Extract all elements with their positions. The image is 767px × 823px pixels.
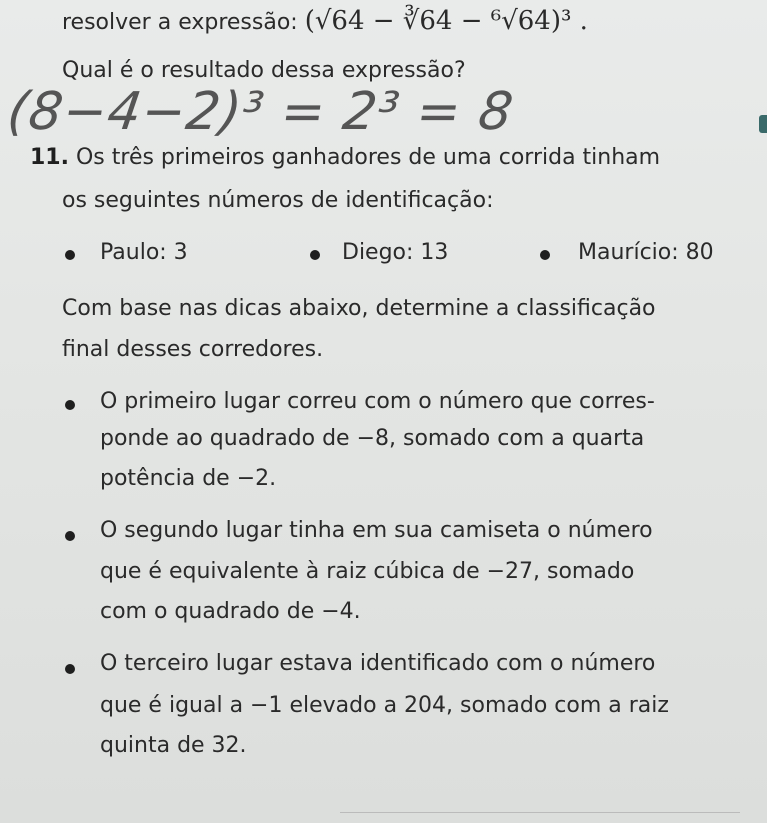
expression-line [62,6,588,37]
bullet [65,400,75,410]
bullet [310,250,320,260]
clue2-line-2: que é equivalente à raiz cúbica de −27, somado [100,559,635,584]
q11-intro-line-2: os seguintes números de identificação: [62,188,494,213]
runner-paulo: Paulo: 3 [100,240,188,265]
runner-mauricio: Maurício: 80 [578,240,714,265]
clue1-line-1: O primeiro lugar correu com o número que corres- [100,389,655,414]
divider [340,812,740,813]
question-number: 11. [30,145,69,170]
expression-text: resolver a expressão: [62,10,305,35]
expression-formula: (√64 − ∛64 − ⁶√64)³ . [304,6,588,36]
bullet [65,531,75,541]
bullet [65,250,75,260]
q11-intro-text-1: Os três primeiros ganhadores de uma corrida tinham [75,145,661,170]
q11-intro-line-1 [30,145,660,171]
prompt-line-1: Com base nas dicas abaixo, determine a classificação [62,296,656,321]
clue1-line-2: ponde ao quadrado de −8, somado com a quarta [100,426,645,451]
clue3-line-2: que é igual a −1 elevado a 204, somado com a raiz [100,693,669,718]
page-edge-marker [759,115,767,133]
bullet [65,664,75,674]
handwritten-answer: (8−4−2)³ = 2³ = 8 [3,82,518,142]
bullet [540,250,550,260]
prompt-line-2: final desses corredores. [62,337,324,362]
question-line: Qual é o resultado dessa expressão? [62,58,466,83]
clue3-line-3: quinta de 32. [100,733,247,758]
clue2-line-1: O segundo lugar tinha em sua camiseta o número [100,518,653,543]
clue2-line-3: com o quadrado de −4. [100,599,361,624]
clue1-line-3: potência de −2. [100,466,277,491]
clue3-line-1: O terceiro lugar estava identificado com o número [100,651,656,676]
runner-diego: Diego: 13 [342,240,449,265]
